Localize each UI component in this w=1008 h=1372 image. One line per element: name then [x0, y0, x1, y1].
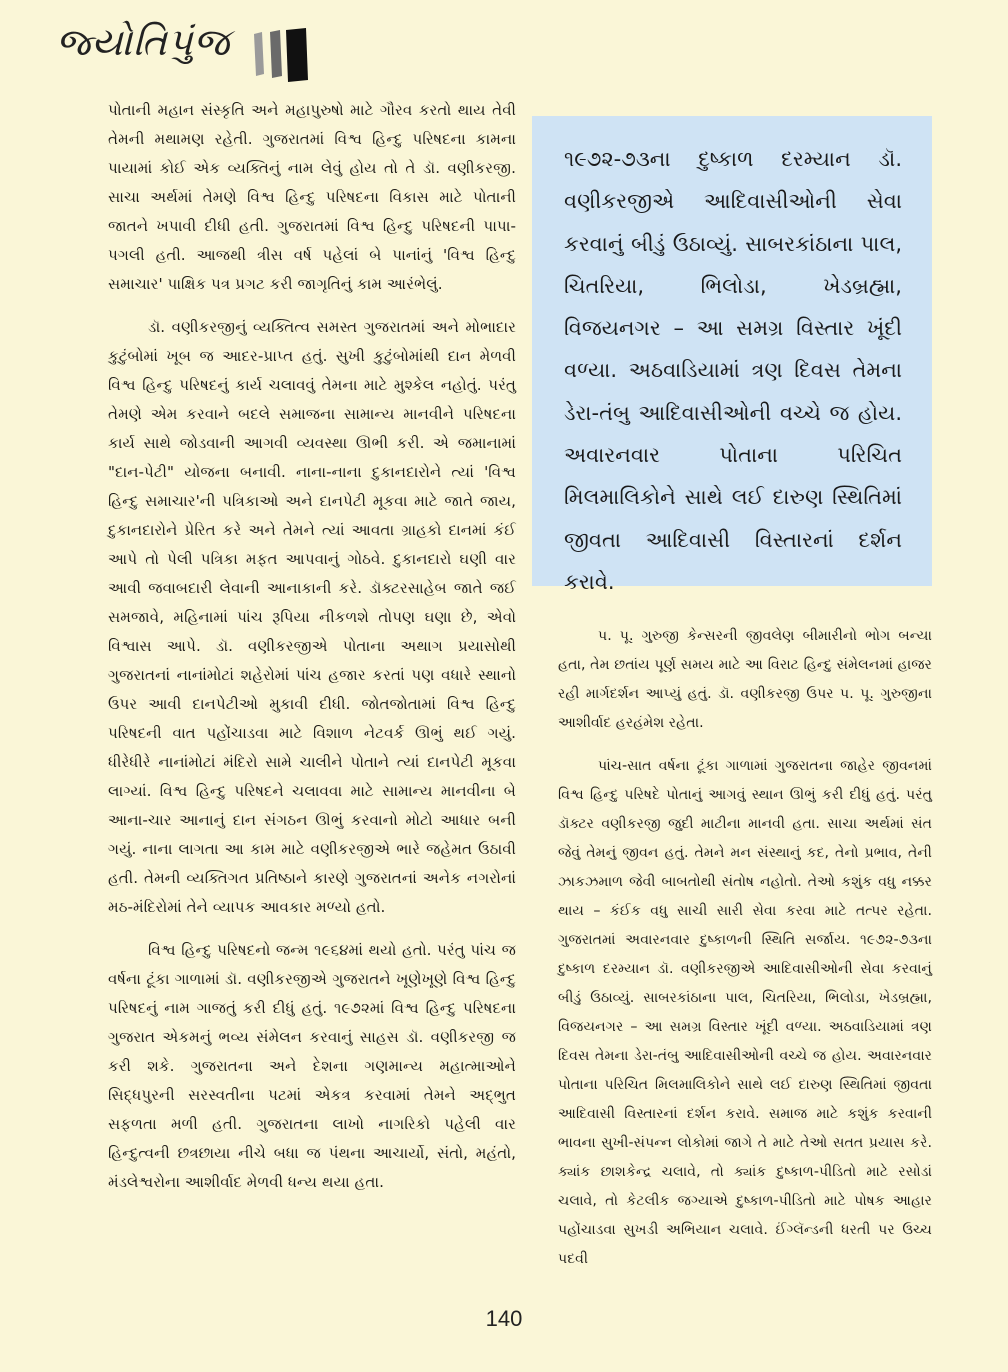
paragraph: પોતાની મહાન સંસ્કૃતિ અને મહાપુરુષો માટે ગૌરવ કરતો થાય તેવી તેમની મથામણ રહેતી. ગુજરાતમાં વિશ્વ હિન્દુ પરિષદના કામના પાયામાં કોઈ એક વ્યક્તિનું નામ લેવું હોય તો તે ડૉ. વણીકરજી. સાચા અર્થમાં તેમણે વિશ્વ હિન્દુ પરિષદના વિકાસ માટે પોતાની જાતને ખપાવી દીધી હતી. ગુજરાતમાં વિશ્વ હિન્દુ પરિષદની પાપા-પગલી હતી. આજથી ત્રીસ વર્ષ પહેલાં બે પાનાંનું 'વિશ્વ હિન્દુ સમાચાર' પાક્ષિક પત્ર પ્રગટ કરી જાગૃતિનું કામ આરંભેલું.	[108, 101, 516, 293]
paragraph: વિશ્વ હિન્દુ પરિષદનો જન્મ ૧૯૬૪માં થયો હતો. પરંતુ પાંચ જ વર્ષના ટૂંકા ગાળામાં ડૉ. વણીકરજીએ ગુજરાતને ખૂણેખૂણે વિશ્વ હિન્દુ પરિષદનું નામ ગાજતું કરી દીધું હતું. ૧૯૭૨માં વિશ્વ હિન્દુ પરિષદના ગુજરાત એકમનું ભવ્ય સંમેલન કરવાનું સાહસ ડૉ. વણીકરજી જ કરી શકે. ગુજરાતના અને દેશના ગણમાન્ય મહાત્માઓને સિદ્ધપુરની સરસ્વતીના પટમાં એકત્ર કરવામાં તેમને અદ્‌ભુત સફળતા મળી હતી. ગુજરાતના લાખો નાગરિકો પહેલી વાર હિન્દુત્વની છત્રછાયા નીચે બધા જ પંથના આચાર્યો, સંતો, મહંતો, મંડલેશ્વરોના આશીર્વાદ મેળવી ધન્ય થયા હતા.	[108, 941, 516, 1191]
book-title: જ્યોતિપુંજ	[56, 20, 231, 64]
page-number: 140	[485, 1306, 523, 1331]
running-header	[56, 16, 316, 76]
paragraph: પાંચ-સાત વર્ષના ટૂંકા ગાળામાં ગુજરાતના જાહેર જીવનમાં વિશ્વ હિન્દુ પરિષદે પોતાનું આગવું સ્થાન ઊભું કરી દીધું હતું. પરંતુ ડૉક્ટર વણીકરજી જુદી માટીના માનવી હતા. સાચા અર્થમાં સંત જેવું તેમનું જીવન હતું. તેમને મન સંસ્થાનું કદ, તેનો પ્રભાવ, તેની ઝાકઝમાળ જેવી બાબતોથી સંતોષ નહોતો. તેઓ કશુંક વધુ નક્કર થાય – કંઈક વધુ સાચી સારી સેવા કરવા માટે તત્પર રહેતા. ગુજરાતમાં અવારનવાર દુષ્કાળની સ્થિતિ સર્જાય. ૧૯૭૨-૭૩ના દુષ્કાળ દરમ્યાન ડૉ. વણીકરજીએ આદિવાસીઓની સેવા કરવાનું બીડું ઉઠાવ્યું. સાબરકાંઠાના પાલ, ચિતરિયા, ભિલોડા, ખેડબ્રહ્મા, વિજયનગર – આ સમગ્ર વિસ્તાર ખૂંદી વળ્યા. અઠવાડિયામાં ત્રણ દિવસ તેમના ડેરા-તંબુ આદિવાસીઓની વચ્ચે જ હોય. અવારનવાર પોતાના પરિચિત મિલમાલિકોને સાથે લઈ દારુણ સ્થિતિમાં જીવતા આદિવાસી વિસ્તારનાં દર્શન કરાવે. સમાજ માટે કશુંક કરવાની ભાવના સુખી-સંપન્ન લોકોમાં જાગે તે માટે તેઓ સતત પ્રયાસ કરે. ક્યાંક છાશકેન્દ્ર ચલાવે, તો ક્યાંક દુષ્કાળ-પીડિતો માટે રસોડાં ચલાવે, તો કેટલીક જગ્યાએ દુષ્કાળ-પીડિતો માટે પોષક આહાર પહોંચાડવા સુખડી અભિયાન ચલાવે. ઈંગ્લૅન્ડની ધરતી પર ઉચ્ચ પદવી	[558, 758, 932, 1267]
paragraph: ડૉ. વણીકરજીનું વ્યક્તિત્વ સમસ્ત ગુજરાતમાં અને મોભાદાર કુટુંબોમાં ખૂબ જ આદર-પ્રાપ્ત હતું. સુખી કુટુંબોમાંથી દાન મેળવી વિશ્વ હિન્દુ પરિષદનું કાર્ય ચલાવવું તેમના માટે મુશ્કેલ નહોતું. પરંતુ તેમણે એમ કરવાને બદલે સમાજના સામાન્ય માનવીને પરિષદના કાર્ય સાથે જોડવાની આગવી વ્યવસ્થા ઊભી કરી. એ જમાનામાં "દાન-પેટી" યોજના બનાવી. નાના-નાના દુકાનદારોને ત્યાં 'વિશ્વ હિન્દુ સમાચાર'ની પત્રિકાઓ અને દાનપેટી મૂકવા માટે જાતે જાય, દુકાનદારોને પ્રેરિત કરે અને તેમને ત્યાં આવતા ગ્રાહકો દાનમાં કંઈ આપે તો પેલી પત્રિકા મફત આપવાનું ગોઠવે. દુકાનદારો ઘણી વાર આવી જવાબદારી લેવાની આનાકાની કરે. ડૉક્ટરસાહેબ જાતે જઈ સમજાવે, મહિનામાં પાંચ રૂપિયા નીકળશે તોપણ ઘણા છે, એવો વિશ્વાસ આપે. ડૉ. વણીકરજીએ પોતાના અથાગ પ્રયાસોથી ગુજરાતનાં નાનાંમોટાં શહેરોમાં પાંચ હજાર કરતાં પણ વધારે સ્થાનો ઉપર આવી દાનપેટીઓ મુકાવી દીધી. જોતજોતામાં વિશ્વ હિન્દુ પરિષદની વાત પહોંચાડવા માટે વિશાળ નેટવર્ક ઊભું થઈ ગયું. ધીરેધીરે નાનાંમોટાં મંદિરો સામે ચાલીને પોતાને ત્યાં દાનપેટી મૂકવા લાગ્યાં. વિશ્વ હિન્દુ પરિષદને ચલાવવા માટે સામાન્ય માનવીના બે આના-ચાર આનાનું દાન સંગઠન ઊભું કરવાનો મોટો આધાર બની ગયું. નાના લાગતા આ કામ માટે વણીકરજીએ ભારે જહેમત ઉઠાવી હતી. તેમની વ્યક્તિગત પ્રતિષ્ઠાને કારણે ગુજરાતનાં અનેક નગરોનાં મઠ-મંદિરોમાં તેને વ્યાપક આવકાર મળ્યો હતો.	[108, 318, 516, 916]
left-column	[108, 96, 516, 1197]
pull-quote-text: ૧૯૭૨-૭૩ના દુષ્કાળ દરમ્યાન ડૉ. વણીકરજીએ આદિવાસીઓની સેવા કરવાનું બીડું ઉઠાવ્યું. સાબરકાંઠાના પાલ, ચિતરિયા, ભિલોડા, ખેડબ્રહ્મા, વિજયનગર – આ સમગ્ર વિસ્તાર ખૂંદી વળ્યા. અઠવાડિયામાં ત્રણ દિવસ તેમના ડેરા-તંબુ આદિવાસીઓની વચ્ચે જ હોય. અવારનવાર પોતાના પરિચિત મિલમાલિકોને સાથે લઈ દારુણ સ્થિતિમાં જીવતા આદિવાસી વિસ્તારનાં દર્શન કરાવે.	[564, 147, 902, 594]
pull-quote-box	[532, 116, 932, 594]
paragraph: પ. પૂ. ગુરુજી કેન્સરની જીવલેણ બીમારીનો ભોગ બન્યા હતા, તેમ છતાંય પૂર્ણ સમય માટે આ વિરાટ હિન્દુ સંમેલનમાં હાજર રહી માર્ગદર્શન આપ્યું હતું. ડૉ. વણીકરજી ઉપર પ. પૂ. ગુરુજીના આશીર્વાદ હરહંમેશ રહેતા.	[558, 628, 932, 731]
header-stripes-icon	[246, 26, 316, 82]
right-column	[558, 622, 932, 1274]
